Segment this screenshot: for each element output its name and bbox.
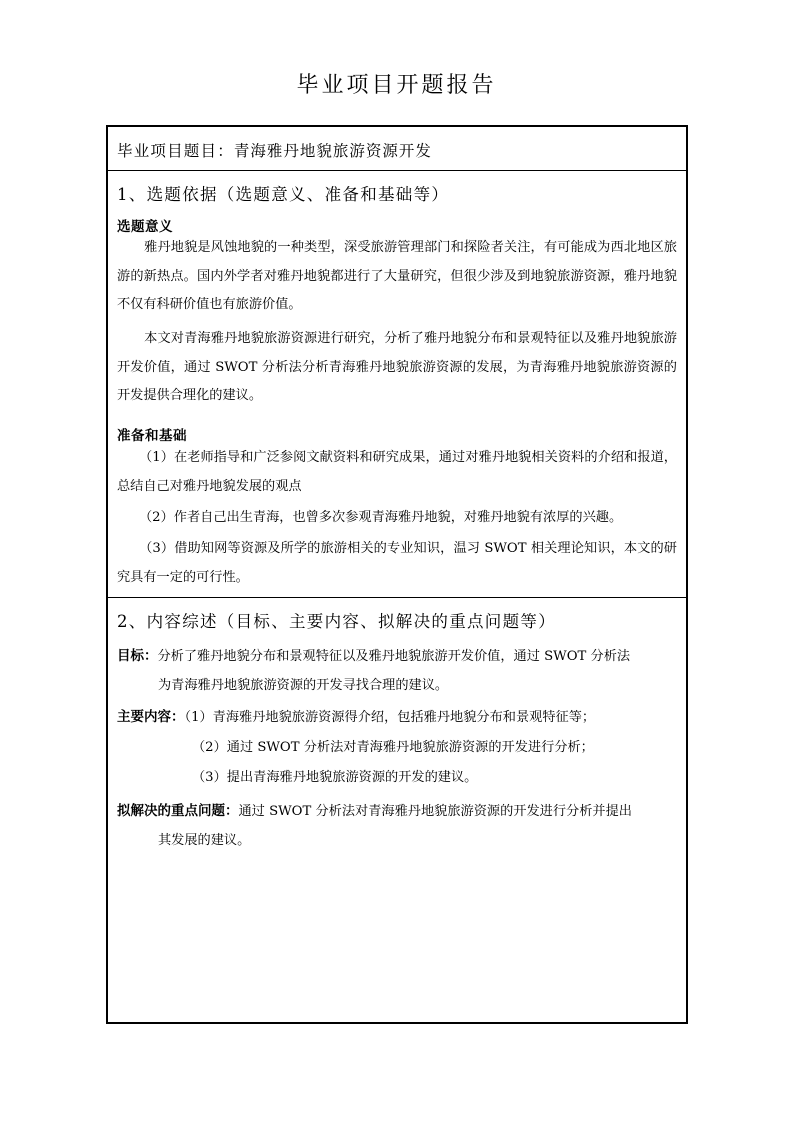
content-item-2: （2）通过 SWOT 分析法对青海雅丹地貌旅游资源的开发进行分析； [192,740,594,755]
basis-item-2-text: （2）作者自己出生青海，也曾多次参观青海雅丹地貌，对雅丹地貌有浓厚的兴趣。 [139,510,623,525]
content-item-3: （3）提出青海雅丹地貌旅游资源的开发的建议。 [192,770,478,785]
basis-item-1 [117,444,677,501]
basis-heading: 准备和基础 [117,428,187,444]
subject-value: 青海雅丹地貌旅游资源开发 [233,142,432,160]
goal-text-1: 分析了雅丹地貌分布和景观特征以及雅丹地貌旅游开发价值，通过 SWOT 分析法 [157,649,631,664]
significance-paragraph-2 [117,325,677,411]
content-line-1 [117,703,595,733]
content-item-1: （1）青海雅丹地貌旅游资源得介绍，包括雅丹地貌分布和景观特征等； [184,710,596,725]
subject-label: 毕业项目题目： [117,142,234,160]
basis-item-2 [117,504,677,533]
problem-line-1 [117,797,632,827]
significance-paragraph-1-text: 雅丹地貌是风蚀地貌的一种类型，深受旅游管理部门和探险者关注，有可能成为西北地区旅游的新热点。国内外学者对雅丹地貌都进行了大量研究，但很少涉及到地貌旅游资源，雅丹地貌不仅有科研价值也有旅游价值。 [117,240,677,312]
basis-item-3 [117,535,677,592]
basis-item-1-text: （1）在老师指导和广泛参阅文献资料和研究成果，通过对雅丹地貌相关资料的介绍和报道，总结自己对雅丹地貌发展的观点 [117,450,677,494]
significance-heading: 选题意义 [117,219,173,235]
section2-cell [108,598,686,1022]
goal-line-1 [117,642,630,672]
subject-line [117,139,432,161]
section1-cell [108,171,686,598]
document-title: 毕业项目开题报告 [296,73,497,98]
goal-line-2: 为青海雅丹地貌旅游资源的开发寻找合理的建议。 [158,678,449,693]
problem-label: 拟解决的重点问题： [117,803,239,819]
significance-paragraph-2-text: 本文对青海雅丹地貌旅游资源进行研究，分析了雅丹地貌分布和景观特征以及雅丹地貌旅游开发价值，通过 SWOT 分析法分析青海雅丹地貌旅游资源的发展，为青海雅丹地貌旅游资源的开发提供合理化的建议。 [117,331,677,403]
report-table [106,125,688,1024]
problem-line-2: 其发展的建议。 [158,833,251,848]
significance-paragraph-1 [117,234,677,320]
subject-row [108,127,686,171]
content-label: 主要内容： [117,709,185,725]
section2-heading: 2、内容综述（目标、主要内容、拟解决的重点问题等） [117,612,556,631]
section1-heading: 1、选题依据（选题意义、准备和基础等） [117,185,450,204]
problem-text-1: 通过 SWOT 分析法对青海雅丹地貌旅游资源的开发进行分析并提出 [238,804,632,819]
basis-item-3-text: （3）借助知网等资源及所学的旅游相关的专业知识，温习 SWOT 相关理论知识，本文的研究具有一定的可行性。 [117,541,677,585]
goal-label: 目标： [117,648,158,664]
